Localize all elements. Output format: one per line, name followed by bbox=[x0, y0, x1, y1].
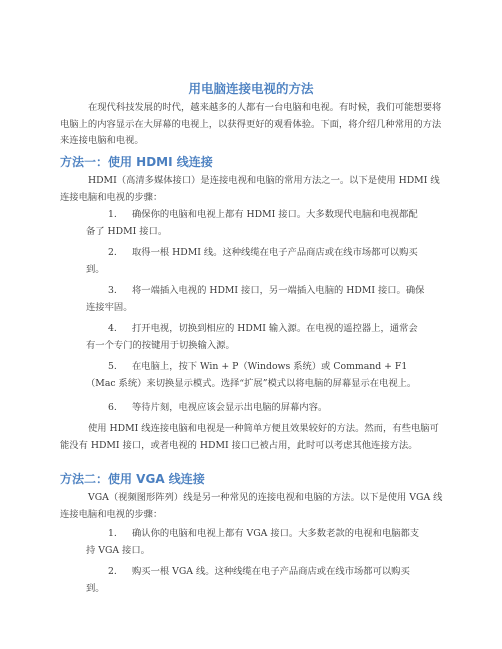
section2-lead: VGA（视频图形阵列）线是另一种常见的连接电视和电脑的方法。以下是使用 VGA 线连接电脑和电视的步骤： bbox=[60, 492, 443, 520]
step-number: 6. bbox=[108, 402, 117, 413]
section1-heading: 方法一：使用 HDMI 线连接 bbox=[60, 155, 213, 169]
section1-closing: 使用 HDMI 线连接电脑和电视是一种简单方便且效果较好的方法。然而，有些电脑可能没有 HDMI 接口，或者电视的 HDMI 接口已被占用，此时可以考虑其他连接方法。 bbox=[60, 423, 439, 451]
step-text: 将一端插入电视的 HDMI 接口，另一端插入电脑的 HDMI 接口。确保连接牢固。 bbox=[86, 285, 425, 313]
section2-heading: 方法二：使用 VGA 线连接 bbox=[60, 472, 205, 486]
section1-step-2 bbox=[86, 245, 426, 278]
step-text: 确保你的电脑和电视上都有 HDMI 接口。大多数现代电脑和电视都配备了 HDMI 接口。 bbox=[86, 209, 418, 237]
step-number: 3. bbox=[108, 285, 117, 296]
section2-step-2 bbox=[86, 564, 426, 597]
section1-step-4 bbox=[86, 321, 426, 354]
section2-step-1 bbox=[86, 526, 426, 559]
section1-step-5 bbox=[86, 359, 426, 392]
step-number: 2. bbox=[108, 566, 117, 577]
step-text: 确认你的电脑和电视上都有 VGA 接口。大多数老款的电视和电脑都支持 VGA 接口。 bbox=[86, 528, 420, 556]
document-title: 用电脑连接电视的方法 bbox=[188, 81, 314, 96]
intro-paragraph: 在现代科技发展的时代，越来越多的人都有一台电脑和电视。有时候，我们可能想要将电脑上的内容显示在大屏幕的电视上，以获得更好的观看体验。下面，将介绍几种常用的方法来连接电脑和电视。 bbox=[60, 102, 442, 146]
step-text: 购买一根 VGA 线。这种线缆在电子产品商店或在线市场都可以购买到。 bbox=[86, 566, 410, 594]
step-number: 1. bbox=[108, 528, 117, 539]
step-number: 1. bbox=[108, 209, 117, 220]
step-text: 等待片刻，电视应该会显示出电脑的屏幕内容。 bbox=[132, 402, 328, 413]
section1-lead: HDMI（高清多媒体接口）是连接电视和电脑的常用方法之一。以下是使用 HDMI 线连接电脑和电视的步骤： bbox=[60, 175, 440, 203]
step-number: 5. bbox=[108, 361, 117, 372]
section1-step-6 bbox=[86, 400, 426, 417]
step-text: 取得一根 HDMI 线。这种线缆在电子产品商店或在线市场都可以购买到。 bbox=[86, 247, 418, 275]
step-text: 打开电视，切换到相应的 HDMI 输入源。在电视的遥控器上，通常会有一个专门的按键用于切换输入源。 bbox=[86, 323, 418, 351]
section1-step-1 bbox=[86, 207, 426, 240]
step-number: 4. bbox=[108, 323, 117, 334]
step-text: 在电脑上，按下 Win + P（Windows 系统）或 Command + F1（Mac 系统）来切换显示模式。选择“扩展”模式以将电脑的屏幕显示在电视上。 bbox=[86, 361, 417, 389]
section1-step-3 bbox=[86, 283, 426, 316]
step-number: 2. bbox=[108, 247, 117, 258]
